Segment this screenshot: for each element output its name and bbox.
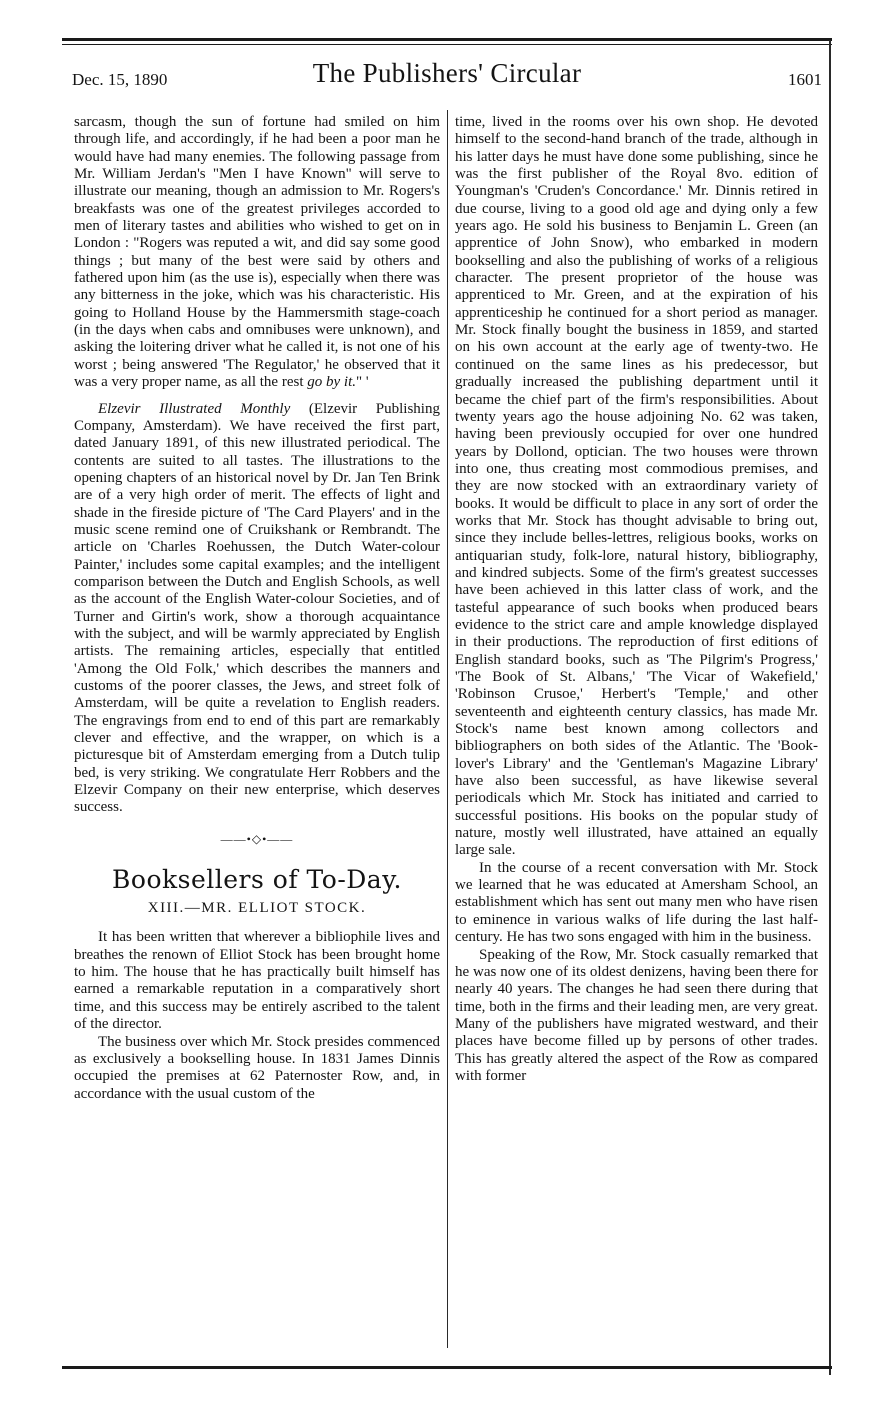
elzevir-review-text: (Elzevir Publishing Company, Amsterdam). We have received the first part, dated January 1891, of this new illustrated periodical. The contents are suited to all tastes. The illustrations to the opening chapters of an historical novel by Dr. Jan Ten Brink are of a very high order of merit. The effects of light and shade in the fireside picture of 'The Card Players' and in the music scene remind one of Cruikshank or Rembrandt. The article on 'Charles Roehussen, the Dutch Water-colour Painter,' includes some capital examples; and the intelligent comparison between the Dutch and English Schools, as well as the account of the English Water-colour Societies, and of Turner and Girtin's work, show a thorough acquaintance with the subject, and will be warmly appreciated by English artists. The remaining articles, especially that entitled 'Among the Old Folk,' which describes the manners and customs of the poorer classes, the Jews, and street folk of Amsterdam, will be quite a revelation to English readers. The engravings from end to end of this part are remarkably clever and effective, and the wrapper, on which is a picturesque bit of Amsterdam emerging from a Dutch tulip bed, is very striking. We congratulate Herr Robbers and the Elzevir Company on their new enterprise, which deserves success.: [74, 400, 440, 816]
elzevir-title: Elzevir Illustrated Monthly: [98, 400, 291, 417]
issue-date: Dec. 15, 1890: [72, 70, 168, 89]
rogers-paragraph-end: " ': [356, 374, 369, 391]
rogers-paragraph-italic: go by it.: [307, 374, 356, 391]
rogers-paragraph: [74, 114, 440, 392]
page-number: 1601: [788, 70, 822, 89]
right-border-rule: [829, 40, 831, 1375]
row-changes-paragraph: Speaking of the Row, Mr. Stock casually remarked that he was now one of its oldest denizens, having been there for nearly 40 years. The changes he had seen there during that time, both in the firms and their leading men, are very great. Many of the publishers have migrated westward, and their places have become filled up by persons of other trades. This has greatly altered the aspect of the Row as compared with former: [455, 946, 818, 1084]
bottom-rule: [62, 1366, 832, 1369]
elzevir-review-paragraph: [74, 401, 440, 817]
section-title: Booksellers of To-Day.: [112, 865, 402, 895]
top-rule-thin: [62, 44, 832, 45]
stock-business-paragraph: The business over which Mr. Stock presides commenced as exclusively a bookselling house. In 1831 James Dinnis occupied the premises at 62 Paternoster Row, and, in accordance with the usual custom of the: [74, 1033, 440, 1102]
publication-title: The Publishers' Circular: [312, 58, 582, 88]
page-header: [72, 56, 822, 96]
rogers-paragraph-text: sarcasm, though the sun of fortune had smiled on him through life, and accordingly, if he had been a poor man he would have had many enemies. The following passage from Mr. William Jerdan's "Men I have Known" will serve to illustrate our meaning, though an admission to Mr. Rogers's breakfasts was one of the greatest privileges accorded to men of literary tastes and abilities who wished to get on in London : "Rogers was reputed a wit, and did say some good things ; but many of the best were said by others and fathered upon him (as the use is), especially when there was any bitterness in the joke, which was his characteristic. His going to Holland House by the Hammersmith stage-coach (in the days when cabs and omnibuses were unknown), and asking the loitering driver what he called it, is not one of his worst ; being answered 'The Regulator,' he observed that it was a very proper name, as all the rest: [74, 114, 440, 391]
top-rule: [62, 38, 832, 41]
stock-intro-paragraph: It has been written that wherever a bibliophile lives and breathes the renown of Elliot Stock has been brought home to him. The house that he has practically built himself has earned a remarkable reputation in a comparatively short time, and this success may be entirely ascribed to the talent of the director.: [74, 929, 440, 1033]
right-column: [455, 114, 818, 1085]
column-divider: [447, 110, 448, 1348]
section-subtitle: XIII.—MR. ELLIOT STOCK.: [147, 900, 367, 917]
section-ornament: ——•◇•——: [220, 831, 294, 846]
stock-history-paragraph: time, lived in the rooms over his own shop. He devoted himself to the second-hand branch of the trade, although in his latter days he must have done some publishing, since he was the first publisher of the Royal 8vo. edition of Youngman's 'Cruden's Concordance.' Mr. Dinnis retired in due course, living to a good old age and dying only a few years ago. He sold his business to Benjamin L. Green (an apprentice of John Snow), who embarked in modern bookselling and also the publishing of works of a religious character. The present proprietor of the house was apprenticed to Mr. Green, and at the expiration of his apprenticeship he continued for a short period as manager. Mr. Stock finally bought the business in 1859, and started on his own account at the early age of twenty-two. He continued on the same lines as his predecessor, but gradually increased the publishing department until it became the chief part of the firm's responsibilities. About twenty years ago the house adjoining No. 62 was taken, having been previously occupied for over one hundred years by Dollond, optician. The two houses were thrown into one, thus creating most commodious premises, and they are now stocked with an extraordinary variety of books. It would be difficult to place in any sort of order the works that Mr. Stock has thought advisable to bring out, since they include belles-lettres, religious books, works on antiquarian study, folk-lore, natural history, bibliography, and kindred subjects. Some of the firm's greatest successes have been achieved in this latter class of work, and the tasteful appearance of such books when produced bears evidence to the strict care and ample knowledge displayed in their productions. The reproduction of first editions of English standard books, such as 'The Pilgrim's Progress,' 'The Book of St. Albans,' 'The Vicar of Wakefield,' 'Robinson Crusoe,' Herbert's 'Temple,' and other seventeenth and eighteenth century classics, has made Mr. Stock's name best known among collectors and bibliographers on both sides of the Atlantic. The 'Book-lover's Library' and the 'Gentleman's Magazine Library' have also been successful, as have likewise several periodicals which Mr. Stock has initiated and carried to successful positions. His books on the popular study of nature, mostly well illustrated, have attained an equally large sale.: [455, 114, 818, 859]
stock-education-paragraph: In the course of a recent conversation with Mr. Stock we learned that he was educated at Amersham School, an establishment which has sent out many men who have risen to eminence in various walks of life during the last half-century. He has two sons engaged with him in the business.: [455, 859, 818, 946]
left-column: [74, 114, 440, 1103]
